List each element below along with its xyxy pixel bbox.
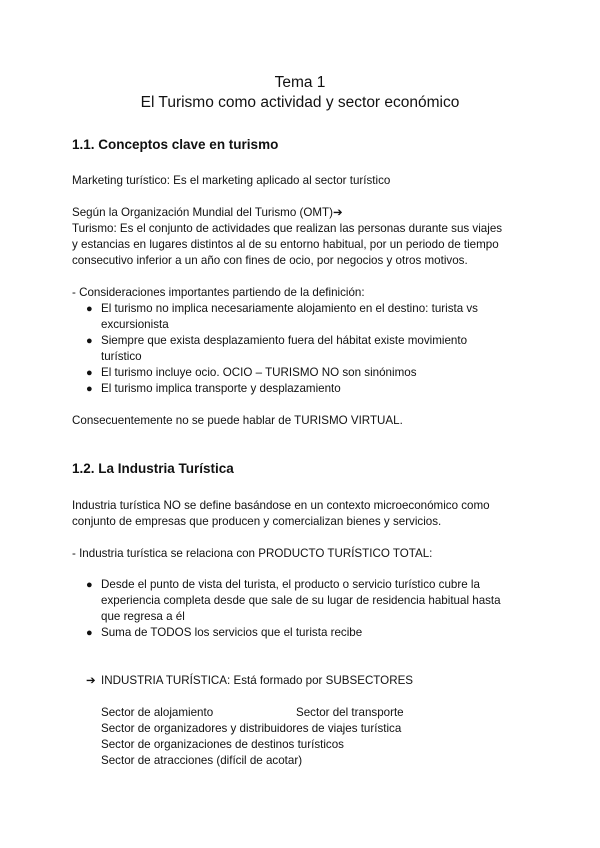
document-title-line2: El Turismo como actividad y sector económico <box>140 94 460 111</box>
section-1-heading: 1.1. Conceptos clave en turismo <box>72 137 279 152</box>
arrow-item: INDUSTRIA TURÍSTICA: Está formado por SUBSECTORES <box>101 674 414 687</box>
subsector-destinos: Sector de organizaciones de destinos turísticos <box>101 738 344 751</box>
marketing-definition: Marketing turístico: Es el marketing aplicado al sector turístico <box>72 174 391 187</box>
bullet-item-line: que regresa a él <box>101 610 185 623</box>
bullet-icon: ● <box>86 627 93 639</box>
subsector-atracciones: Sector de atracciones (difícil de acotar) <box>101 754 303 767</box>
bullet-icon: ● <box>86 303 93 315</box>
bullet-icon: ● <box>86 383 93 395</box>
omt-intro: Según la Organización Mundial del Turismo (OMT)➔ <box>72 206 343 219</box>
bullet-icon: ● <box>86 367 93 379</box>
subsector-transporte: Sector del transporte <box>296 706 404 719</box>
section-2-heading: 1.2. La Industria Turística <box>72 461 234 476</box>
subsector-alojamiento: Sector de alojamiento <box>101 706 214 719</box>
tourism-definition-line: Turismo: Es el conjunto de actividades que realizan las personas durante sus viajes <box>72 222 503 235</box>
arrow-right-icon: ➔ <box>86 674 96 687</box>
bullet-item-line: Suma de TODOS los servicios que el turista recibe <box>101 626 363 639</box>
tourism-definition-line: consecutivo inferior a un año con fines de ocio, por negocios y otros motivos. <box>72 254 468 267</box>
bullet-icon: ● <box>86 579 93 591</box>
bullet-item-line: Desde el punto de vista del turista, el producto o servicio turístico cubre la <box>101 578 480 591</box>
bullet-item-line: El turismo implica transporte y desplazamiento <box>101 382 341 395</box>
bullet-icon: ● <box>86 335 93 347</box>
tourism-definition-line: y estancias en lugares distintos al de su entorno habitual, por un periodo de tiempo <box>72 238 499 251</box>
bullet-item-line: excursionista <box>101 318 169 331</box>
bullet-item-line: turístico <box>101 350 142 363</box>
bullet-item-line: El turismo no implica necesariamente alojamiento en el destino: turista vs <box>101 302 478 315</box>
section-1-conclusion: Consecuentemente no se puede hablar de TURISMO VIRTUAL. <box>72 414 403 427</box>
document-title-line1: Tema 1 <box>274 74 326 91</box>
bullet-item-line: El turismo incluye ocio. OCIO – TURISMO NO son sinónimos <box>101 366 417 379</box>
industry-intro-line: Industria turística NO se define basándose en un contexto microeconómico como <box>72 499 490 512</box>
bullet-item-line: Siempre que exista desplazamiento fuera del hábitat existe movimiento <box>101 334 468 347</box>
considerations-intro: - Consideraciones importantes partiendo de la definición: <box>72 286 365 299</box>
bullet-item-line: experiencia completa desde que sale de su lugar de residencia habitual hasta <box>101 594 501 607</box>
industry-relation: - Industria turística se relaciona con PRODUCTO TURÍSTICO TOTAL: <box>72 547 433 560</box>
industry-intro-line: conjunto de empresas que producen y comercializan bienes y servicios. <box>72 515 442 528</box>
subsector-organizadores: Sector de organizadores y distribuidores de viajes turística <box>101 722 402 735</box>
